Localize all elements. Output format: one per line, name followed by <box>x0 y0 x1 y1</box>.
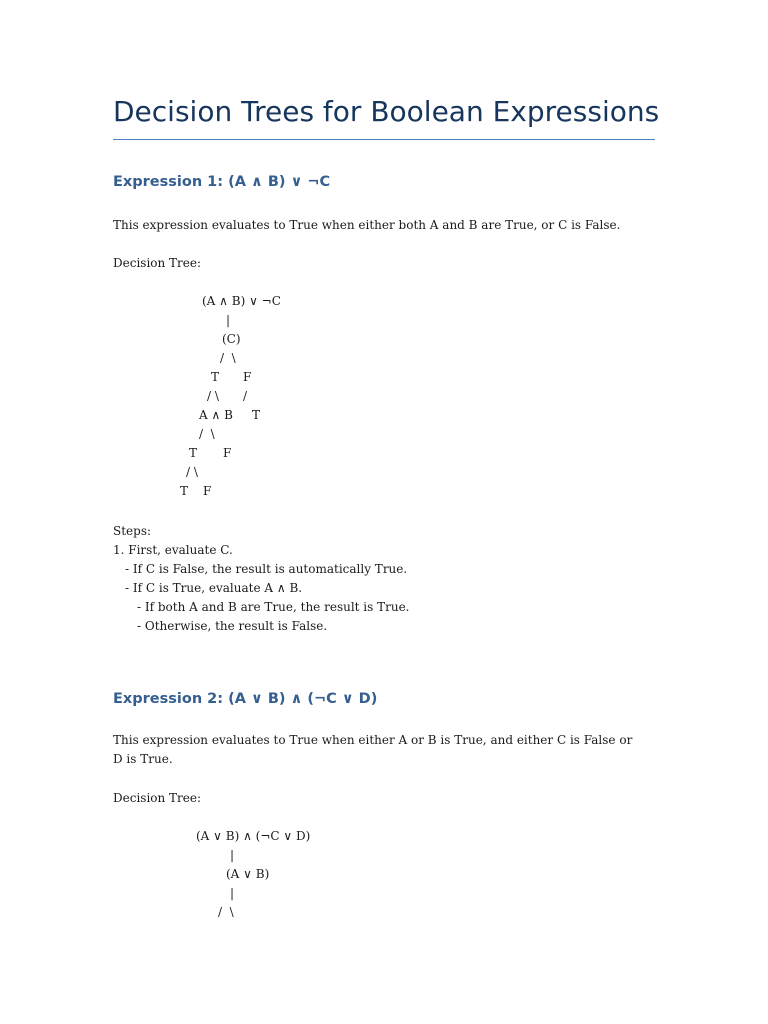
tree-branch: / \ <box>207 389 219 403</box>
tree-root-node: (A ∨ B) ∧ (¬C ∨ D) <box>196 829 311 843</box>
step-item: - Otherwise, the result is False. <box>137 619 328 633</box>
tree-branch: / <box>243 389 248 403</box>
tree-node-c: (C) <box>222 332 241 346</box>
tree-leaf-false: F <box>203 484 212 498</box>
tree-branch: / \ <box>199 427 215 441</box>
tree-root-node: (A ∧ B) ∨ ¬C <box>202 294 281 308</box>
expression-2-description: This expression evaluates to True when either A or B is True, and either C is False or D is True. <box>113 733 633 766</box>
step-item: - If C is True, evaluate A ∧ B. <box>125 581 303 595</box>
expression-1-steps-label: Steps: <box>113 524 152 538</box>
tree-branch: / \ <box>220 351 236 365</box>
tree-leaf-true: T <box>211 370 220 384</box>
tree-leaf-true: T <box>180 484 189 498</box>
tree-node-a-and-b: A ∧ B <box>199 408 233 422</box>
tree-leaf-true: T <box>252 408 261 422</box>
document-title: Decision Trees for Boolean Expressions <box>113 95 660 128</box>
tree-leaf-false: F <box>223 446 232 460</box>
title-underline <box>113 139 655 140</box>
tree-branch: / \ <box>218 905 234 919</box>
expression-1-heading: Expression 1: (A ∧ B) ∨ ¬C <box>113 174 331 190</box>
tree-branch: / \ <box>186 465 198 479</box>
step-item: 1. First, evaluate C. <box>113 543 233 557</box>
expression-2-tree-label: Decision Tree: <box>113 791 202 805</box>
tree-leaf-true: T <box>189 446 198 460</box>
expression-1-description: This expression evaluates to True when either both A and B are True, or C is False. <box>113 218 621 232</box>
expression-2-heading: Expression 2: (A ∨ B) ∧ (¬C ∨ D) <box>113 691 378 707</box>
tree-connector: | <box>230 886 235 900</box>
tree-node-a-or-b: (A ∨ B) <box>226 867 270 881</box>
step-item: - If both A and B are True, the result is True. <box>137 600 410 614</box>
step-item: - If C is False, the result is automatically True. <box>125 562 408 576</box>
tree-leaf-false: F <box>243 370 252 384</box>
tree-connector: | <box>230 848 235 862</box>
expression-1-tree-label: Decision Tree: <box>113 256 202 270</box>
tree-connector: | <box>226 313 231 327</box>
